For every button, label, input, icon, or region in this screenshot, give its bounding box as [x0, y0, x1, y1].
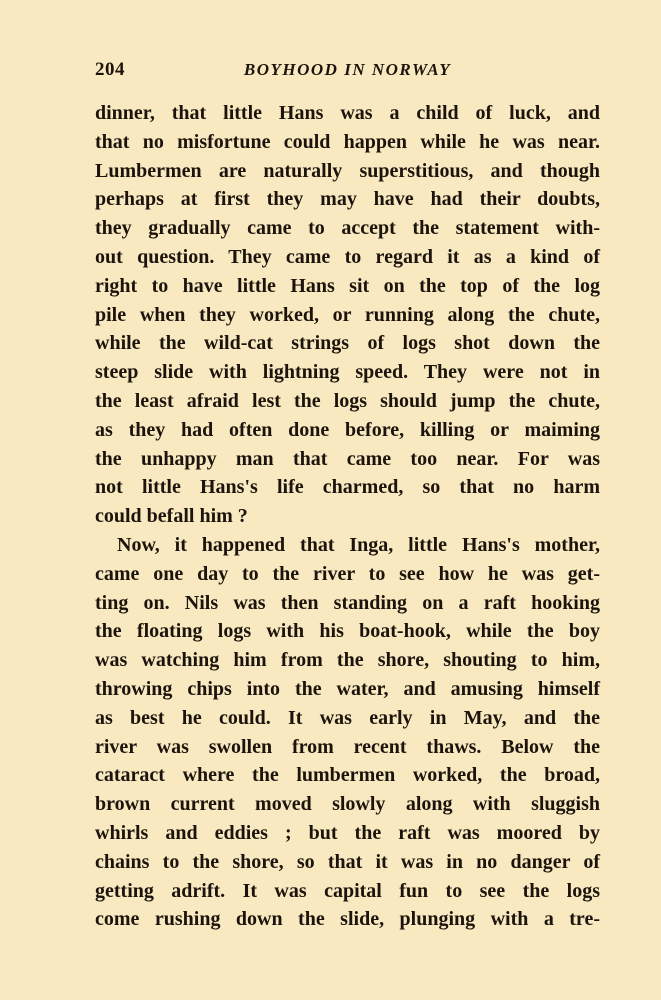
- running-title: BOYHOOD IN NORWAY: [243, 60, 452, 79]
- text-line: dinner, that little Hans was a child of luck, and: [95, 102, 600, 124]
- text-line: that no misfortune could happen while he was near.: [95, 130, 600, 153]
- text-line: could befall him ?: [95, 505, 248, 528]
- text-line: cataract where the lumbermen worked, the broad,: [95, 764, 600, 787]
- text-line: came one day to the river to see how he was get-: [95, 562, 600, 585]
- running-head: [95, 59, 600, 85]
- text-line: out question. They came to regard it as a kind of: [95, 245, 600, 268]
- text-line: steep slide with lightning speed. They were not in: [95, 361, 600, 384]
- text-line: the unhappy man that came too near. For was: [95, 447, 600, 470]
- text-line: right to have little Hans sit on the top of the log: [95, 274, 600, 297]
- text-line: ting on. Nils was then standing on a raft hooking: [95, 591, 600, 614]
- text-line: while the wild-cat strings of logs shot down the: [95, 332, 600, 355]
- text-line: getting adrift. It was capital fun to see the logs: [95, 879, 600, 902]
- text-line: as best he could. It was early in May, and the: [95, 706, 600, 729]
- text-line: pile when they worked, or running along the chute,: [95, 303, 600, 326]
- text-line: the least afraid lest the logs should jump the chute,: [95, 389, 600, 412]
- text-line: the floating logs with his boat-hook, while the boy: [95, 620, 600, 643]
- text-line: throwing chips into the water, and amusing himself: [95, 677, 600, 700]
- text-line: as they had often done before, killing or maiming: [95, 418, 600, 441]
- text-line: not little Hans's life charmed, so that no harm: [95, 476, 600, 499]
- text-line: they gradually came to accept the statement with-: [95, 217, 600, 240]
- text-line: chains to the shore, so that it was in no danger of: [95, 850, 600, 873]
- text-line: was watching him from the shore, shouting to him,: [95, 649, 600, 672]
- text-line: whirls and eddies ; but the raft was moored by: [95, 821, 600, 844]
- text-line: perhaps at first they may have had their doubts,: [95, 188, 600, 211]
- page-number: 204: [95, 59, 125, 80]
- text-line: come rushing down the slide, plunging with a tre-: [95, 908, 600, 931]
- text-line: brown current moved slowly along with sluggish: [95, 793, 600, 816]
- text-line: river was swollen from recent thaws. Below the: [95, 735, 600, 758]
- text-line: Lumbermen are naturally superstitious, and though: [95, 159, 600, 182]
- paragraph: [95, 531, 600, 934]
- body-text: [95, 99, 600, 934]
- paragraph: [95, 99, 600, 531]
- text-line: Now, it happened that Inga, little Hans's mother,: [117, 533, 600, 556]
